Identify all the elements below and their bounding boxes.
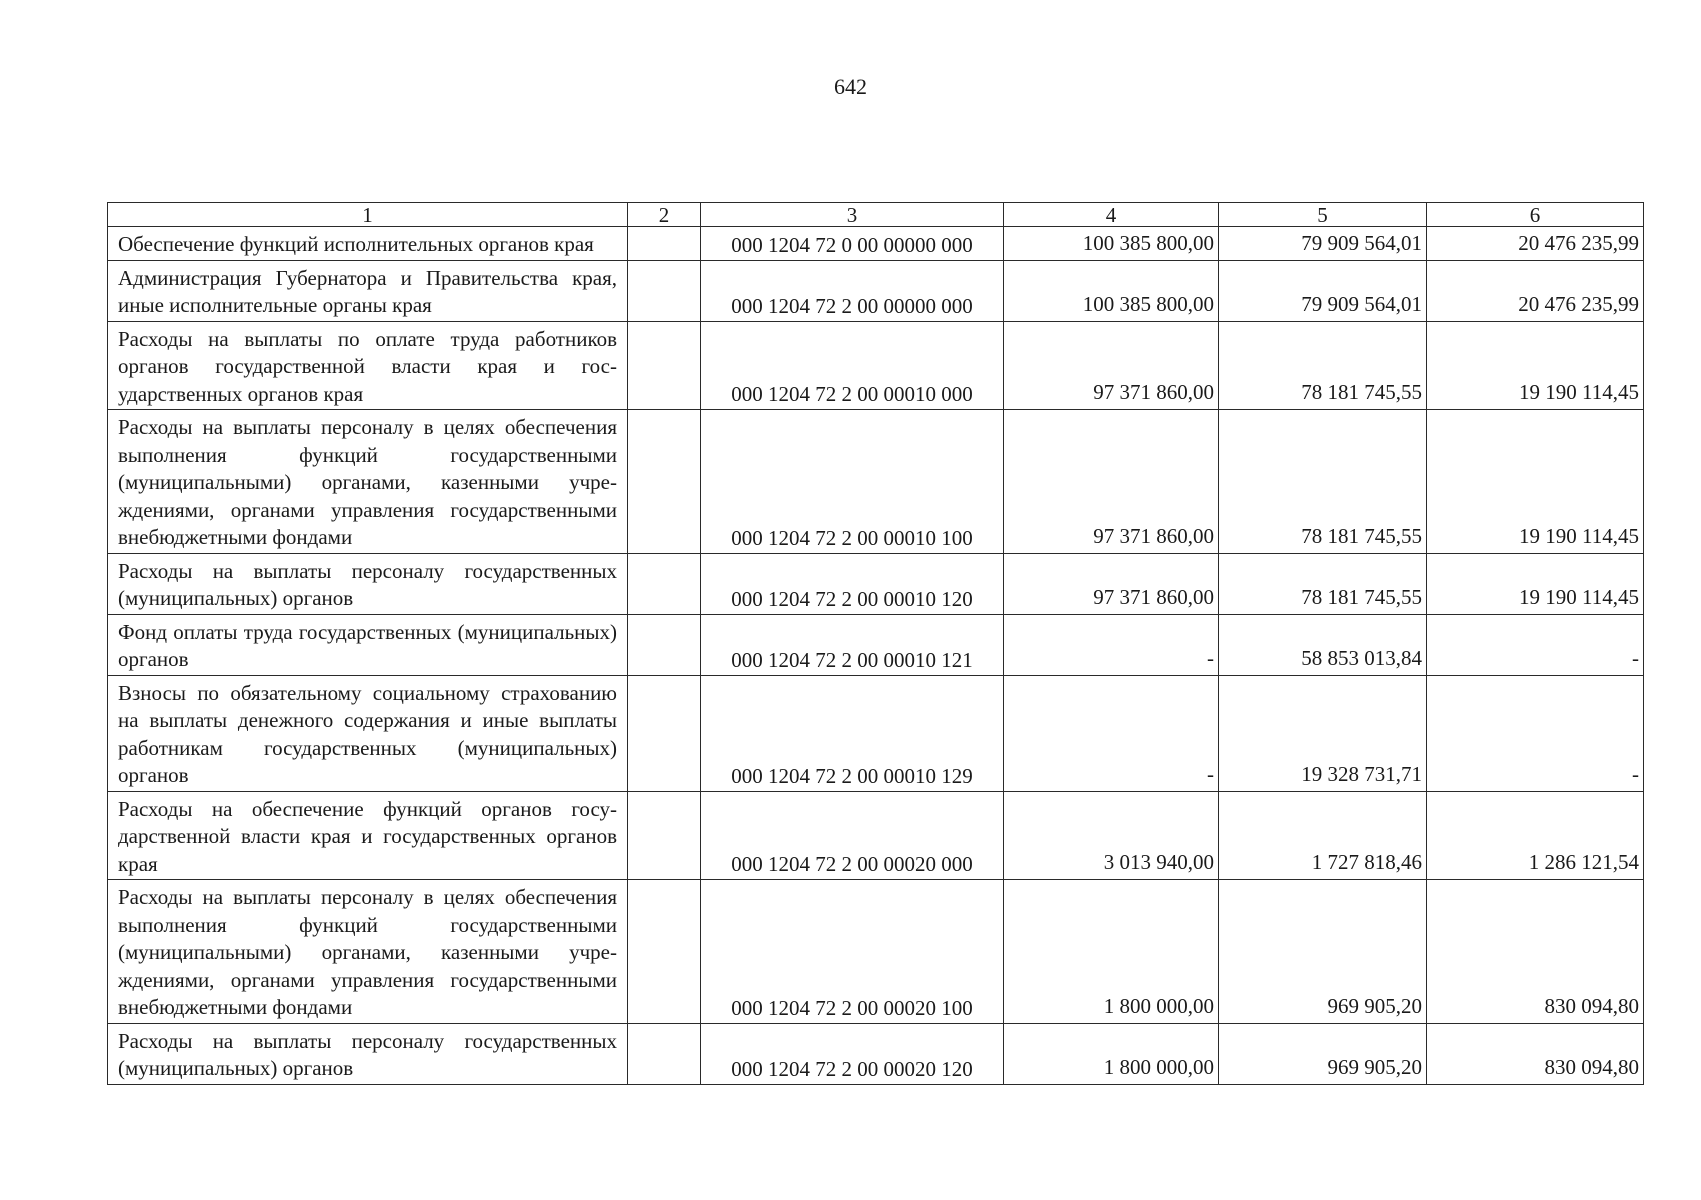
table-row xyxy=(108,227,1644,261)
row-col2 xyxy=(628,1023,701,1084)
row-col6: 1 286 121,54 xyxy=(1427,791,1644,880)
row-name: Администрация Губернатора и Правительства края, иные исполнительные органы края xyxy=(108,260,628,321)
row-col4: 97 371 860,00 xyxy=(1004,410,1219,554)
row-col4: 1 800 000,00 xyxy=(1004,1023,1219,1084)
table-row xyxy=(108,410,1644,554)
header-col-4: 4 xyxy=(1004,203,1219,227)
row-name: Расходы на выплаты персоналу в целях обеспечения выполнения функций государственными (муниципальными) органами, казенными учреждениями, органами управления государственными внебюджетными фондами xyxy=(108,410,628,554)
row-col6: - xyxy=(1427,675,1644,791)
row-col4: 3 013 940,00 xyxy=(1004,791,1219,880)
row-col5: 1 727 818,46 xyxy=(1219,791,1427,880)
row-col5: 58 853 013,84 xyxy=(1219,614,1427,675)
row-code: 000 1204 72 2 00 00010 129 xyxy=(701,675,1004,791)
row-code: 000 1204 72 2 00 00020 100 xyxy=(701,880,1004,1024)
row-code: 000 1204 72 2 00 00010 120 xyxy=(701,553,1004,614)
row-col4: - xyxy=(1004,675,1219,791)
row-name: Расходы на выплаты персоналу государственных (муниципальных) органов xyxy=(108,553,628,614)
row-col4: - xyxy=(1004,614,1219,675)
row-col2 xyxy=(628,553,701,614)
row-col4: 100 385 800,00 xyxy=(1004,260,1219,321)
row-name: Взносы по обязательному социальному страхованию на выплаты денежного содержания и иные выплаты работникам государственных (муниципальных) органов xyxy=(108,675,628,791)
header-col-3: 3 xyxy=(701,203,1004,227)
header-col-1: 1 xyxy=(108,203,628,227)
row-col4: 97 371 860,00 xyxy=(1004,553,1219,614)
row-name: Расходы на обеспечение функций органов государственной власти края и государственных органов края xyxy=(108,791,628,880)
row-col6: 20 476 235,99 xyxy=(1427,260,1644,321)
row-col6: 20 476 235,99 xyxy=(1427,227,1644,261)
row-code: 000 1204 72 2 00 00000 000 xyxy=(701,260,1004,321)
row-name: Обеспечение функций исполнительных органов края xyxy=(108,227,628,261)
table-row xyxy=(108,260,1644,321)
header-col-2: 2 xyxy=(628,203,701,227)
header-row xyxy=(108,203,1644,227)
row-col2 xyxy=(628,791,701,880)
row-col4: 1 800 000,00 xyxy=(1004,880,1219,1024)
row-code: 000 1204 72 2 00 00010 121 xyxy=(701,614,1004,675)
row-col2 xyxy=(628,227,701,261)
row-col2 xyxy=(628,321,701,410)
row-col5: 969 905,20 xyxy=(1219,1023,1427,1084)
row-col5: 78 181 745,55 xyxy=(1219,553,1427,614)
row-col5: 78 181 745,55 xyxy=(1219,321,1427,410)
table-body xyxy=(108,227,1644,1085)
row-code: 000 1204 72 2 00 00010 100 xyxy=(701,410,1004,554)
row-code: 000 1204 72 2 00 00010 000 xyxy=(701,321,1004,410)
row-col5: 79 909 564,01 xyxy=(1219,227,1427,261)
row-col6: 19 190 114,45 xyxy=(1427,553,1644,614)
table-row xyxy=(108,553,1644,614)
table-row xyxy=(108,791,1644,880)
row-code: 000 1204 72 2 00 00020 120 xyxy=(701,1023,1004,1084)
row-name: Расходы на выплаты по оплате труда работников органов государственной власти края и государственных органов края xyxy=(108,321,628,410)
row-col6: 830 094,80 xyxy=(1427,1023,1644,1084)
row-col5: 78 181 745,55 xyxy=(1219,410,1427,554)
row-col5: 969 905,20 xyxy=(1219,880,1427,1024)
table-row xyxy=(108,880,1644,1024)
row-col6: 19 190 114,45 xyxy=(1427,321,1644,410)
row-code: 000 1204 72 0 00 00000 000 xyxy=(701,227,1004,261)
row-col4: 97 371 860,00 xyxy=(1004,321,1219,410)
row-col5: 19 328 731,71 xyxy=(1219,675,1427,791)
header-col-6: 6 xyxy=(1427,203,1644,227)
row-col2 xyxy=(628,880,701,1024)
table-row xyxy=(108,675,1644,791)
row-col2 xyxy=(628,614,701,675)
row-col4: 100 385 800,00 xyxy=(1004,227,1219,261)
row-col5: 79 909 564,01 xyxy=(1219,260,1427,321)
row-name: Расходы на выплаты персоналу государственных (муниципальных) органов xyxy=(108,1023,628,1084)
row-col6: - xyxy=(1427,614,1644,675)
header-col-5: 5 xyxy=(1219,203,1427,227)
row-col2 xyxy=(628,675,701,791)
table-row xyxy=(108,614,1644,675)
table-row xyxy=(108,321,1644,410)
row-name: Фонд оплаты труда государственных (муниципальных) органов xyxy=(108,614,628,675)
table-row xyxy=(108,1023,1644,1084)
row-col6: 830 094,80 xyxy=(1427,880,1644,1024)
row-col2 xyxy=(628,260,701,321)
table-header xyxy=(108,203,1644,227)
page-number: 642 xyxy=(834,74,867,99)
row-col2 xyxy=(628,410,701,554)
row-name: Расходы на выплаты персоналу в целях обеспечения выполнения функций государственными (муниципальными) органами, казенными учреждениями, органами управления государственными внебюджетными фондами xyxy=(108,880,628,1024)
row-col6: 19 190 114,45 xyxy=(1427,410,1644,554)
row-code: 000 1204 72 2 00 00020 000 xyxy=(701,791,1004,880)
budget-table xyxy=(107,202,1644,1085)
